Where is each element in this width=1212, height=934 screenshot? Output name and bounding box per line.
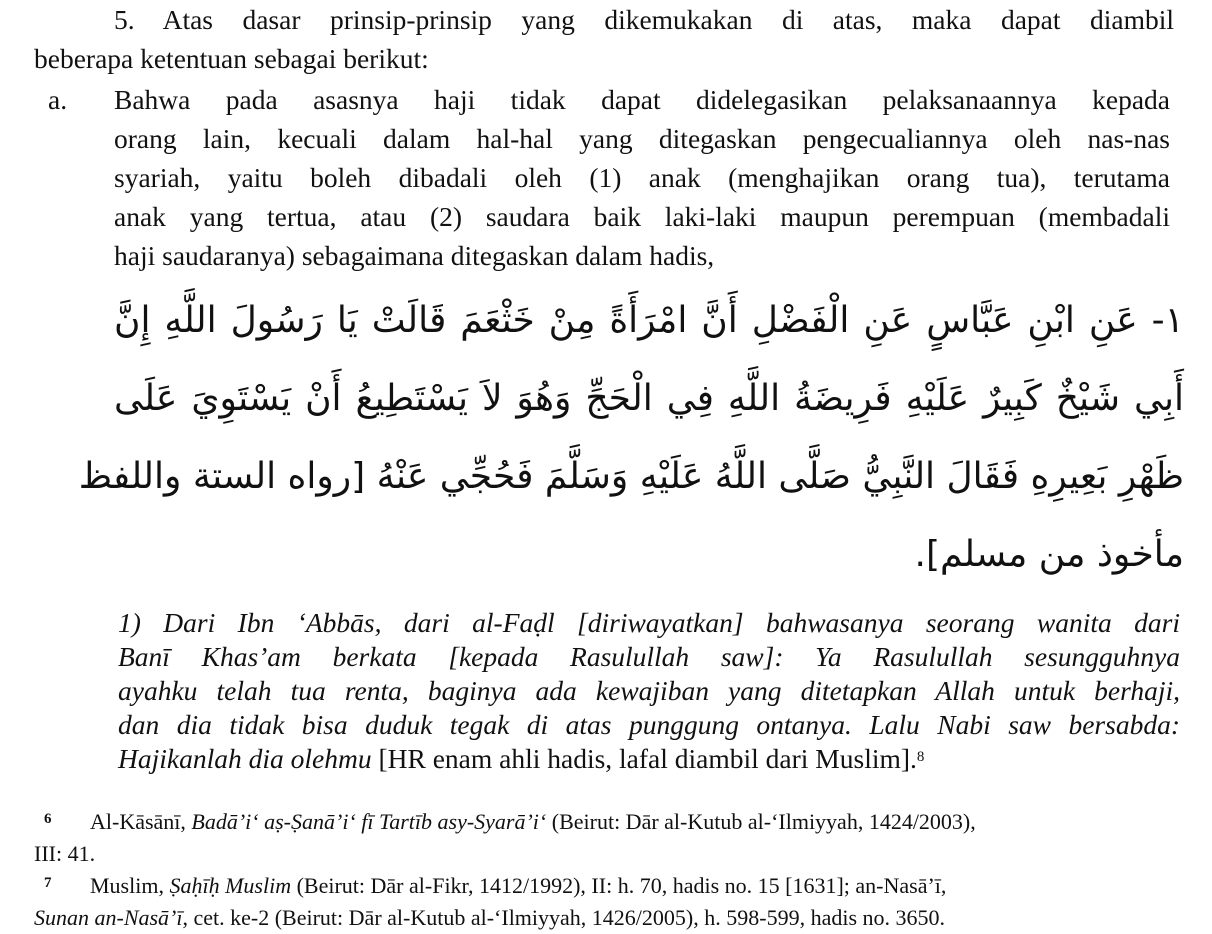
footnote-7 [34, 870, 1179, 934]
item-a-line: syariah, yaitu boleh dibadali oleh (1) anak (menghajikan orang tua), terutama [114, 162, 1170, 193]
footnote-title: Ṣaḥīḥ Muslim [169, 873, 292, 898]
footnote-publication: (Beirut: Dār al-Kutub al-‘Ilmiyyah, 1424/2003), [546, 809, 976, 834]
item-a-line: orang lain, kecuali dalam hal-hal yang ditegaskan pengecualiannya oleh nas-nas [114, 123, 1170, 154]
footnote-title: Sunan an-Nasā’ī [34, 905, 183, 930]
item-a-paragraph [114, 80, 1170, 275]
translation-line-italic: Hajikanlah dia olehmu [118, 743, 372, 774]
intro-line-2: beberapa ketentuan sebagai berikut: [34, 43, 429, 74]
arabic-hadith-line: أَبِي شَيْخٌ كَبِيرٌ عَلَيْهِ فَرِيضَةُ اللَّهِ فِي الْحَجِّ وَهُوَ لاَ يَسْتَطِيعُ أَنْ يَسْتَوِيَ عَلَى [114, 378, 1184, 419]
translation-line: ayahku telah tua renta, baginya ada kewajiban yang ditetapkan Allah untuk berhaji, [118, 675, 1180, 706]
footnote-number: 6 [44, 811, 52, 827]
item-a-line: haji saudaranya) sebagaimana ditegaskan dalam hadis, [114, 240, 715, 271]
arabic-hadith-line: مأخوذ من مسلم]. [914, 534, 1184, 575]
footnote-number: 7 [44, 875, 52, 891]
translation-line: Banī Khas’am berkata [kepada Rasulullah saw]: Ya Rasulullah sesungguhnya [118, 641, 1180, 672]
footnote-publication: (Beirut: Dār al-Fikr, 1412/1992), II: h. 70, hadis no. 15 [1631]; an-Nasā’ī, [291, 873, 947, 898]
footnote-ref-8: 8 [916, 749, 925, 765]
footnote-publication: , cet. ke-2 (Beirut: Dār al-Kutub al-‘Ilmiyyah, 1426/2005), h. 598-599, hadis no. 3650. [182, 905, 946, 930]
footnote-title: Badā’i‘ aṣ-Ṣanā’i‘ fī Tartīb asy-Syarā’i‘ [191, 809, 547, 834]
item-label-a: a. [48, 84, 68, 115]
arabic-hadith-line: ١- عَنِ ابْنِ عَبَّاسٍ عَنِ الْفَضْلِ أَنَّ امْرَأَةً مِنْ خَثْعَمَ قَالَتْ يَا رَسُولَ اللَّهِ إِنَّ [114, 300, 1184, 341]
translation-line: dan dia tidak bisa duduk tegak di atas punggung ontanya. Lalu Nabi saw bersabda: [118, 709, 1180, 740]
translation-line: 1) Dari Ibn ‘Abbās, dari al-Faḍl [diriwayatkan] bahwasanya seorang wanita dari [118, 607, 1180, 638]
item-a-line: anak yang tertua, atau (2) saudara baik laki-laki maupun perempuan (membadali [114, 201, 1170, 232]
intro-line-1: 5. Atas dasar prinsip-prinsip yang dikemukakan di atas, maka dapat diambil [114, 4, 1174, 35]
footnote-continuation: III: 41. [34, 841, 96, 866]
footnote-author: Al-Kāsānī, [90, 809, 192, 834]
footnote-6 [34, 806, 1179, 870]
footnote-author: Muslim, [90, 873, 170, 898]
intro-paragraph [34, 0, 1174, 78]
translation-citation: [HR enam ahli hadis, lafal diambil dari Muslim]. [371, 743, 917, 774]
item-a-line: Bahwa pada asasnya haji tidak dapat didelegasikan pelaksanaannya kepada [114, 84, 1170, 115]
arabic-hadith-line: ظَهْرِ بَعِيرِهِ فَقَالَ النَّبِيُّ صَلَّى اللَّهُ عَلَيْهِ وَسَلَّمَ فَحُجِّي عَنْهُ [رواه الستة واللفظ [78, 456, 1184, 497]
hadith-translation [118, 606, 1180, 776]
